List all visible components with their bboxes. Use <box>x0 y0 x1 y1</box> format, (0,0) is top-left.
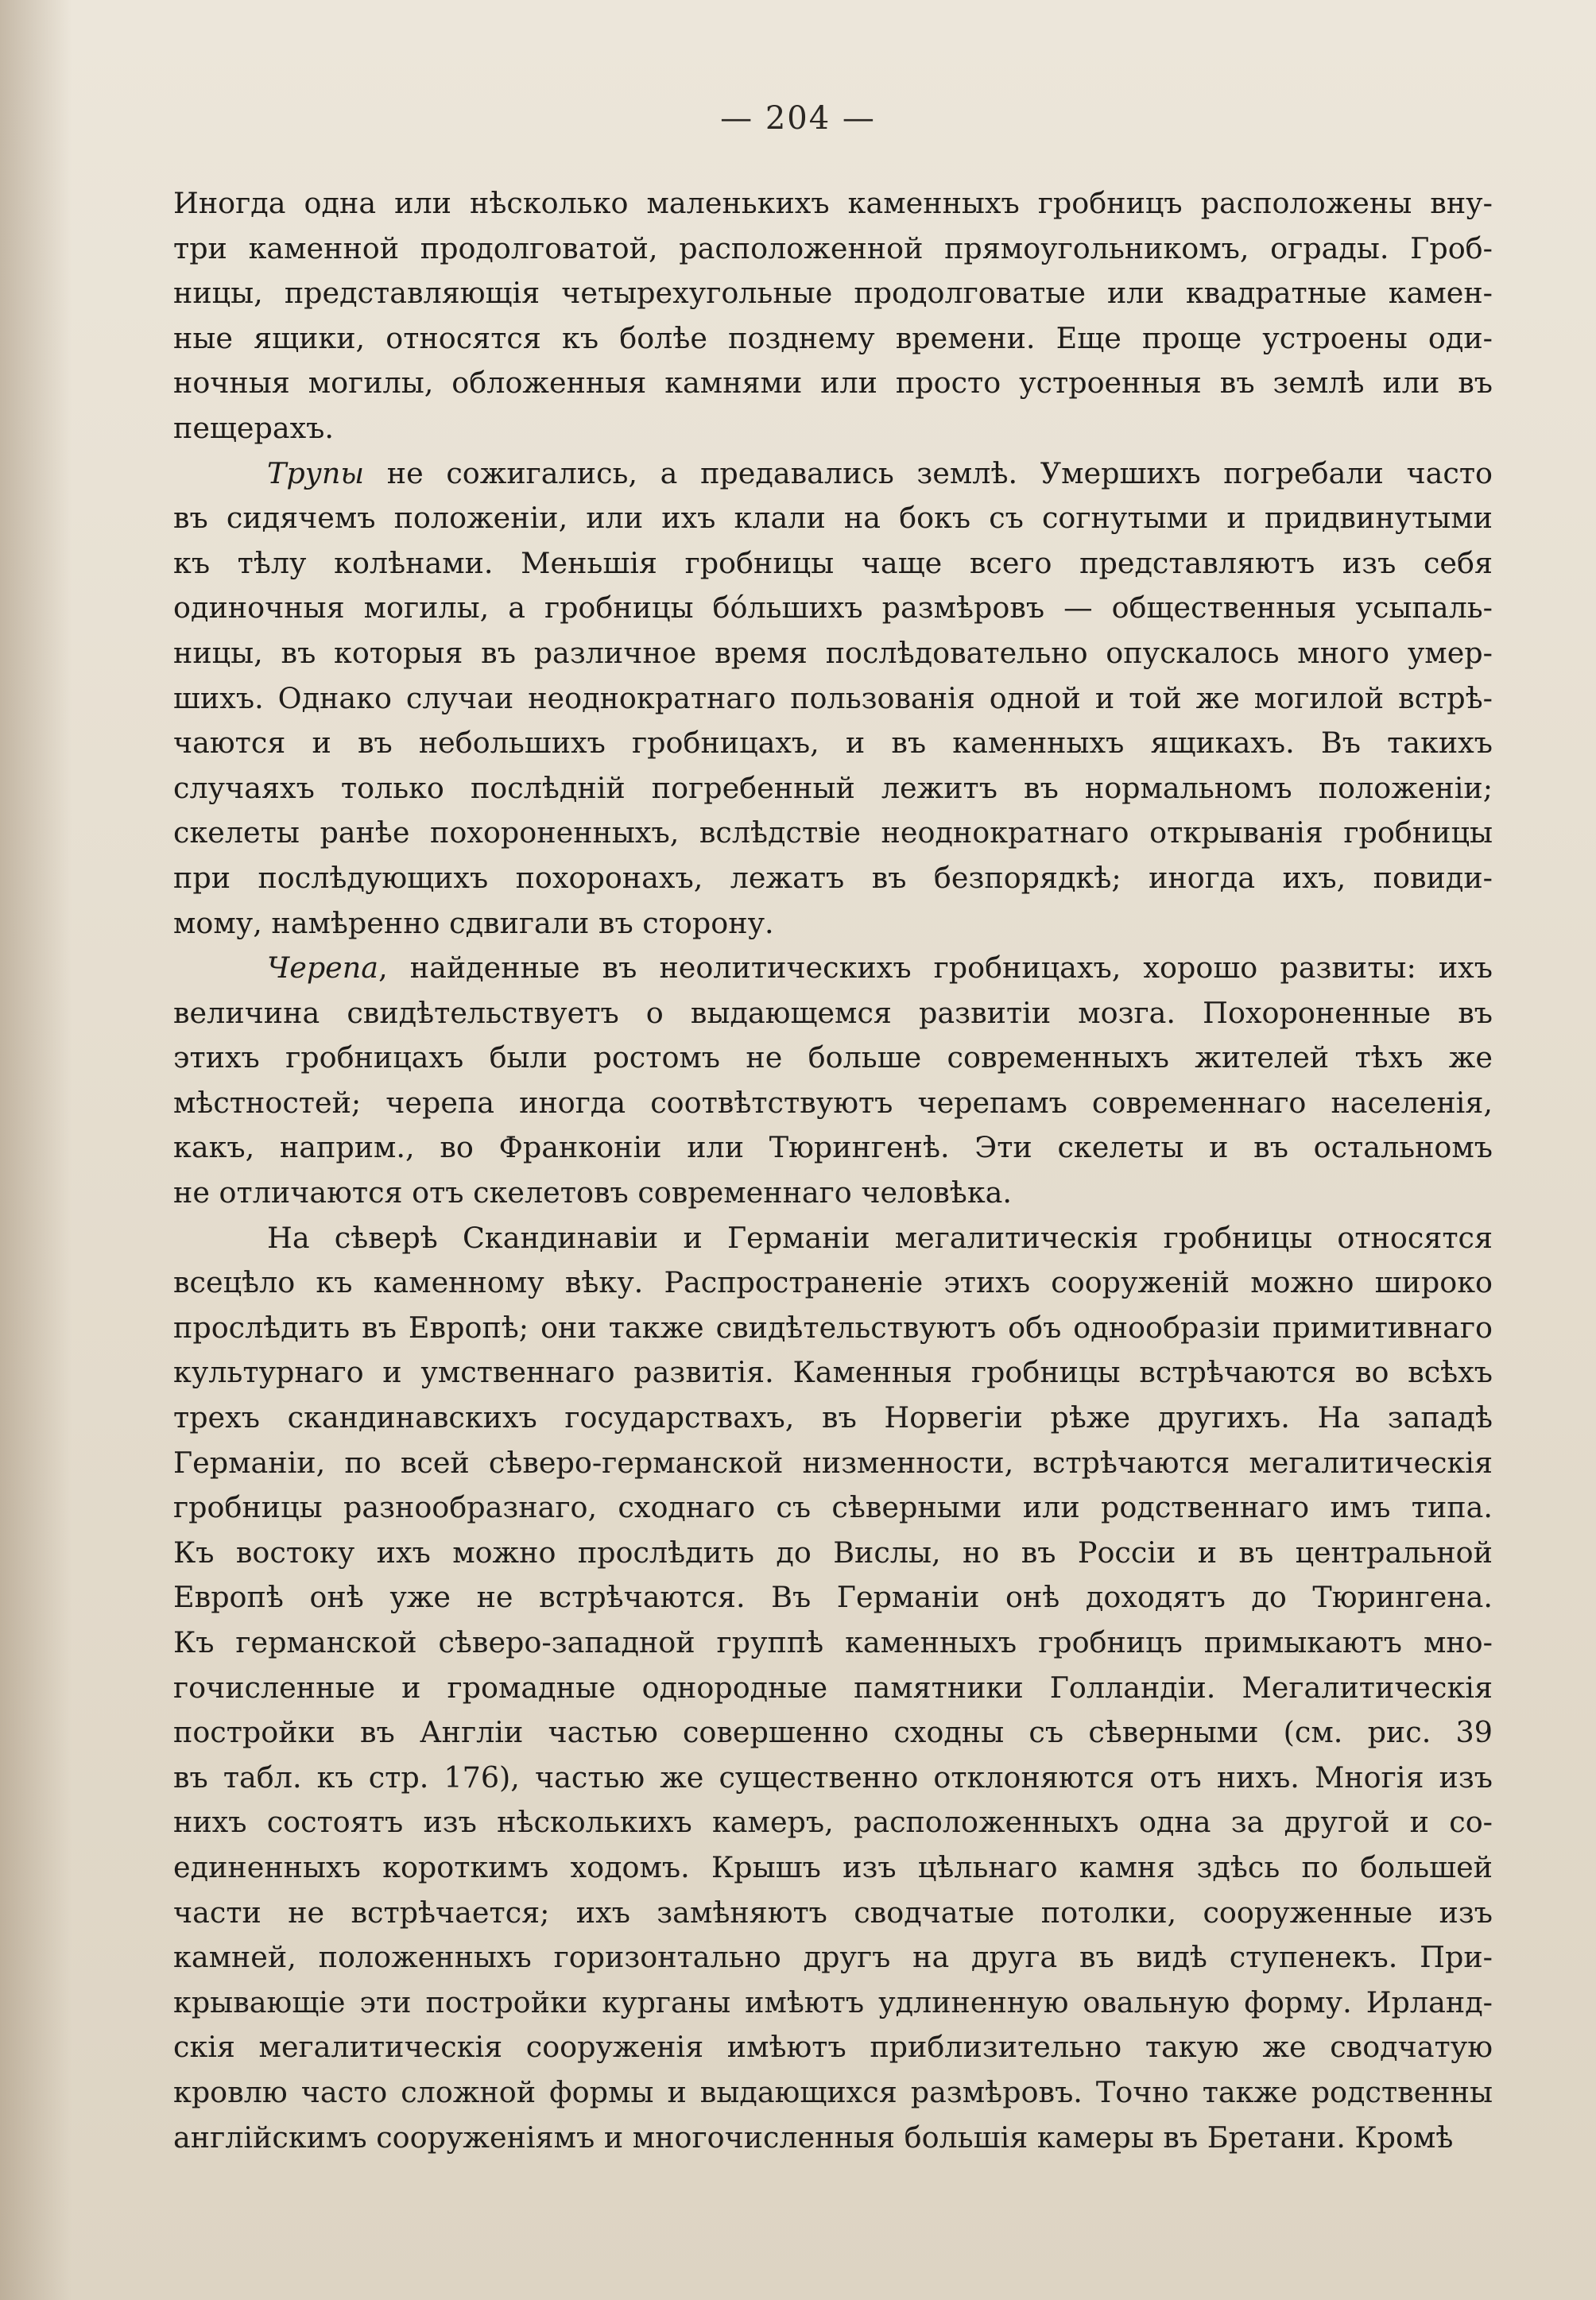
line-text: мѣстностей; черепа иногда соотвѣтствуютъ черепамъ современнаго населенія, <box>173 1085 1493 1120</box>
text-line <box>173 811 1493 856</box>
line-text: этихъ гробницахъ были ростомъ не больше современныхъ жителей тѣхъ же <box>173 1040 1493 1075</box>
paragraph <box>173 1216 1493 2160</box>
text-line <box>173 1845 1493 1891</box>
text-line <box>173 766 1493 811</box>
text-line <box>173 1800 1493 1845</box>
line-text: величина свидѣтельствуетъ о выдающемся развитіи мозга. Похороненные въ <box>173 995 1493 1030</box>
line-text: пещерахъ. <box>173 410 334 445</box>
line-text: при послѣдующихъ похоронахъ, лежатъ въ безпорядкѣ; иногда ихъ, повиди- <box>173 860 1493 895</box>
text-line <box>173 271 1493 316</box>
line-text: , найденные въ неолитическихъ гробницахъ, хорошо развиты: ихъ <box>378 951 1493 985</box>
line-text: кровлю часто сложной формы и выдающихся размѣровъ. Точно также родственны <box>173 2074 1493 2109</box>
line-text: прослѣдить въ Европѣ; они также свидѣтельствуютъ объ однообразіи примитивнаго <box>173 1310 1493 1345</box>
line-text: не отличаются отъ скелетовъ современнаго человѣка. <box>173 1175 1012 1210</box>
paragraph <box>173 181 1493 451</box>
line-text: чаются и въ небольшихъ гробницахъ, и въ каменныхъ ящикахъ. Въ такихъ <box>173 726 1493 761</box>
line-text: скелеты ранѣе похороненныхъ, вслѣдствіе неоднократнаго открыванія гробницы <box>173 815 1493 850</box>
text-line <box>173 1216 1493 1261</box>
text-line <box>173 1485 1493 1531</box>
page-number: — 204 — <box>720 100 876 137</box>
line-text: трехъ скандинавскихъ государствахъ, въ Норвегіи рѣже другихъ. На западѣ <box>173 1400 1493 1435</box>
text-line <box>173 1531 1493 1576</box>
line-text: въ сидячемъ положеніи, или ихъ клали на бокъ съ согнутыми и придвинутыми <box>173 501 1493 536</box>
line-text: камней, положенныхъ горизонтально другъ на друга въ видѣ ступенекъ. При- <box>173 1940 1493 1975</box>
emphasized-term: Черепа <box>267 951 379 985</box>
line-text: Къ германской сѣверо-западной группѣ каменныхъ гробницъ примыкаютъ мно- <box>173 1625 1493 1659</box>
text-line <box>173 946 1493 991</box>
line-text: части не встрѣчается; ихъ замѣняютъ сводчатые потолки, сооруженные изъ <box>173 1895 1493 1930</box>
line-text: случаяхъ только послѣдній погребенный лежитъ въ нормальномъ положеніи; <box>173 770 1493 805</box>
line-text: единенныхъ короткимъ ходомъ. Крышъ изъ цѣльнаго камня здѣсь по большей <box>173 1849 1493 1884</box>
line-text: гочисленные и громадные однородные памятники Голландіи. Мегалитическія <box>173 1670 1493 1705</box>
line-text: три каменной продолговатой, расположенной прямоугольникомъ, ограды. Гроб- <box>173 230 1493 265</box>
text-line <box>173 316 1493 362</box>
text-line <box>173 1666 1493 1711</box>
text-line <box>173 1935 1493 1981</box>
line-text: какъ, наприм., во Франконіи или Тюрингенѣ. Эти скелеты и въ остальномъ <box>173 1130 1493 1165</box>
line-text: гробницы разнообразнаго, сходнаго съ сѣверными или родственнаго имъ типа. <box>173 1490 1493 1525</box>
text-line <box>173 721 1493 766</box>
page-edge-shadow <box>0 0 72 2300</box>
emphasized-term: Трупы <box>267 455 365 490</box>
text-line <box>173 451 1493 497</box>
line-text: всецѣло къ каменному вѣку. Распространеніе этихъ сооруженій можно широко <box>173 1265 1493 1300</box>
line-text: одиночныя могилы, а гробницы бо́льшихъ размѣровъ — общественныя усыпаль- <box>173 590 1493 625</box>
paragraph <box>173 946 1493 1216</box>
line-text: скія мегалитическія сооруженія имѣютъ приблизительно такую же сводчатую <box>173 2030 1493 2065</box>
line-text: Европѣ онѣ уже не встрѣчаются. Въ Германіи онѣ доходятъ до Тюрингена. <box>173 1580 1493 1615</box>
text-line <box>173 1171 1493 1216</box>
text-line <box>173 631 1493 676</box>
line-text: въ табл. къ стр. 176), частью же существенно отклоняются отъ нихъ. Многія изъ <box>173 1760 1493 1795</box>
paragraph <box>173 451 1493 947</box>
text-line <box>173 1036 1493 1081</box>
text-line <box>173 1260 1493 1306</box>
line-text: Германіи, по всей сѣверо-германской низменности, встрѣчаются мегалитическія <box>173 1445 1493 1480</box>
text-line <box>173 1981 1493 2026</box>
body-text <box>173 181 1493 2160</box>
line-text: ницы, представляющія четырехугольные продолговатые или квадратные камен- <box>173 276 1493 311</box>
line-text: Къ востоку ихъ можно прослѣдить до Вислы, но въ Россіи и въ центральной <box>173 1535 1493 1570</box>
line-text: ницы, въ которыя въ различное время послѣдовательно опускалось много умер- <box>173 635 1493 670</box>
text-line <box>173 901 1493 947</box>
line-text: мому, намѣренно сдвигали въ сторону. <box>173 905 774 940</box>
text-line <box>173 1891 1493 1936</box>
text-line <box>173 856 1493 901</box>
line-text: Иногда одна или нѣсколько маленькихъ каменныхъ гробницъ расположены вну- <box>173 186 1493 220</box>
line-text: не сожигались, а предавались землѣ. Умершихъ погребали часто <box>364 455 1493 490</box>
line-text: крывающіе эти постройки курганы имѣютъ удлиненную овальную форму. Ирланд- <box>173 1984 1493 2019</box>
text-line <box>173 991 1493 1036</box>
text-line <box>173 586 1493 631</box>
text-line <box>173 1620 1493 1666</box>
text-line <box>173 2025 1493 2070</box>
text-line <box>173 676 1493 722</box>
text-line <box>173 496 1493 541</box>
text-line <box>173 1396 1493 1441</box>
text-line <box>173 2116 1493 2161</box>
text-line <box>173 1575 1493 1620</box>
text-line <box>173 227 1493 272</box>
line-text: На сѣверѣ Скандинавіи и Германіи мегалитическія гробницы относятся <box>267 1220 1493 1255</box>
line-text: ные ящики, относятся къ болѣе позднему времени. Еще проще устроены оди- <box>173 320 1493 355</box>
text-line <box>173 1756 1493 1801</box>
line-text: къ тѣлу колѣнами. Меньшія гробницы чаще всего представляютъ изъ себя <box>173 545 1493 580</box>
text-line <box>173 1710 1493 1756</box>
line-text: постройки въ Англіи частью совершенно сходны съ сѣверными (см. рис. 39 <box>173 1715 1493 1750</box>
line-text: ночныя могилы, обложенныя камнями или просто устроенныя въ землѣ или въ <box>173 366 1493 401</box>
line-text: англійскимъ сооруженіямъ и многочисленныя большія камеры въ Бретани. Кромѣ <box>173 2120 1454 2155</box>
text-line <box>173 181 1493 227</box>
text-line <box>173 1306 1493 1351</box>
text-line <box>173 1350 1493 1396</box>
text-line <box>173 1081 1493 1126</box>
text-line <box>173 2070 1493 2116</box>
text-line <box>173 1441 1493 1486</box>
text-line <box>173 541 1493 587</box>
text-line <box>173 406 1493 451</box>
line-text: шихъ. Однако случаи неоднократнаго пользованія одной и той же могилой встрѣ- <box>173 680 1493 715</box>
text-line <box>173 1125 1493 1171</box>
line-text: культурнаго и умственнаго развитія. Каменныя гробницы встрѣчаются во всѣхъ <box>173 1355 1493 1390</box>
text-line <box>173 361 1493 406</box>
line-text: нихъ состоятъ изъ нѣсколькихъ камеръ, расположенныхъ одна за другой и со- <box>173 1805 1493 1840</box>
